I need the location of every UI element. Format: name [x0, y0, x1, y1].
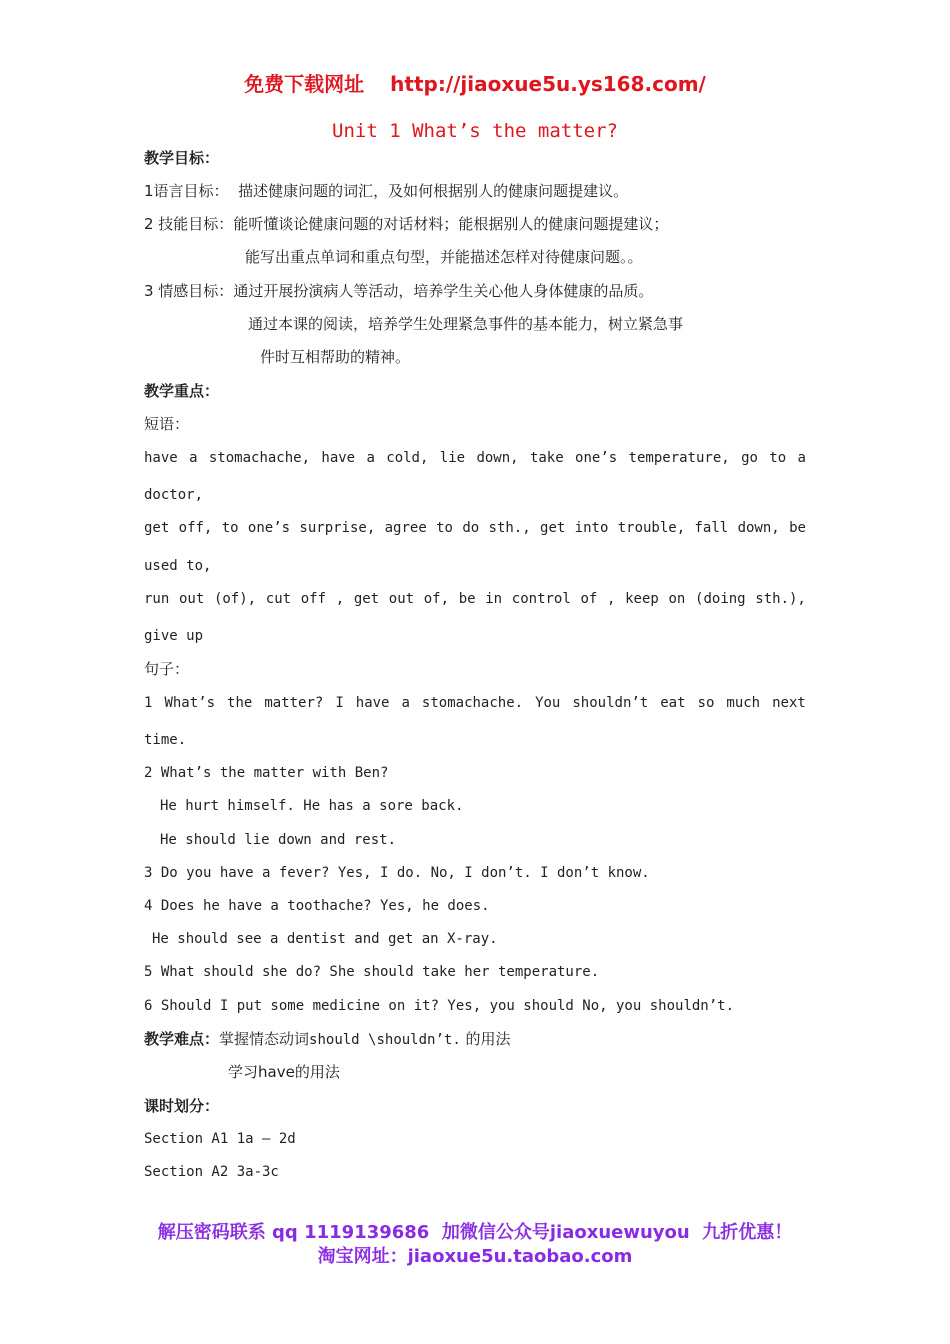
sentence-4: 4 Does he have a toothache? Yes, he does. [144, 898, 490, 914]
word: You [535, 695, 561, 711]
word: get [540, 520, 566, 536]
word: out [178, 591, 205, 607]
word: on [668, 591, 686, 607]
word: be [458, 591, 476, 607]
word: cut [265, 591, 292, 607]
objective-2-label: 2 技能目标： [144, 215, 234, 233]
sentence-1 [144, 693, 806, 713]
word: down, [737, 520, 780, 536]
objective-2-text: 能听懂谈论健康问题的对话材料；能根据别人的健康问题提建议； [233, 215, 669, 233]
phrases-line-2 [144, 518, 806, 538]
download-url-link[interactable]: http://jiaoxue5u.ys168.com/ [390, 72, 706, 96]
word: surprise, [299, 520, 376, 536]
footer-wechat-id: jiaoxuewuyou [549, 1222, 690, 1243]
word: do [462, 520, 480, 536]
word: What’s [164, 695, 216, 711]
word: go [741, 450, 758, 466]
schedule-section-2: Section A2 3a-3c [144, 1164, 279, 1180]
word: trouble, [617, 520, 686, 536]
footer-line-2 [0, 1242, 950, 1268]
phrases-line-3 [144, 589, 806, 609]
word: one’s [575, 450, 618, 466]
word: in [485, 591, 503, 607]
word: a [797, 450, 806, 466]
objective-2-continued: 能写出重点单词和重点句型，并能描述怎样对待健康问题。。 [245, 248, 643, 266]
word: matter? [264, 695, 324, 711]
word: shouldn’t [572, 695, 649, 711]
word: stomachache. [421, 695, 524, 711]
footer-qq: qq 1119139686 [272, 1222, 430, 1243]
objective-3 [144, 281, 653, 301]
word: have [144, 450, 178, 466]
word: stomachache, [208, 450, 311, 466]
word: have [321, 450, 356, 466]
phrases-line-1-end: doctor, [144, 487, 204, 503]
key-points-heading: 教学重点： [144, 382, 220, 400]
word: to [769, 450, 787, 466]
phrases-line-1 [144, 448, 806, 468]
sentence-5: 5 What should she do? She should take her temperature. [144, 964, 600, 980]
objective-3-text: 通过开展扮演病人等活动，培养学生关心他人身体健康的品质。 [233, 282, 654, 300]
objective-1-text: 描述健康问题的词汇，及如何根据别人的健康问题提建议。 [238, 182, 629, 200]
word: sth., [488, 520, 531, 536]
difficulty-1-text-a: 掌握情态动词 [219, 1030, 310, 1048]
sentence-6: 6 Should I put some medicine on it? Yes, you should No, you shouldn’t. [144, 998, 735, 1014]
difficulty-1-text-b: should \shouldn’t. [309, 1032, 461, 1048]
word: run [144, 591, 170, 607]
word: cold, [386, 450, 429, 466]
difficulty-2-text-c: 的用法 [294, 1063, 340, 1081]
word: temperature, [628, 450, 730, 466]
objective-1 [144, 181, 628, 201]
word: to [221, 520, 239, 536]
word: 1 [144, 695, 153, 711]
difficulty-2-text-a: 学习 [228, 1063, 259, 1081]
difficulties-2 [228, 1062, 340, 1082]
sentence-4a: He should see a dentist and get an X-ray. [152, 931, 498, 947]
footer-taobao-link[interactable]: jiaoxue5u.taobao.com [407, 1246, 633, 1267]
word: off [300, 591, 327, 607]
word: eat [660, 695, 686, 711]
page-title: Unit 1 What’s the matter? [332, 120, 618, 142]
difficulties-1 [144, 1029, 511, 1050]
difficulty-2-text-b: have [258, 1063, 295, 1081]
phrases-label: 短语： [144, 415, 190, 433]
schedule-section-1: Section A1 1a – 2d [144, 1131, 296, 1147]
phrases-line-2-end: used to, [144, 558, 212, 574]
word: be [789, 520, 806, 536]
difficulties-heading: 教学难点： [144, 1030, 220, 1048]
word: to [436, 520, 453, 536]
word: the [227, 695, 253, 711]
word: a [189, 450, 198, 466]
sentence-3: 3 Do you have a fever? Yes, I do. No, I don’t. I don’t know. [144, 865, 650, 881]
word: I [335, 695, 344, 711]
word: control [511, 591, 571, 607]
sentence-2a: He hurt himself. He has a sore back. [160, 798, 464, 814]
objective-3-continued-2: 件时互相帮助的精神。 [260, 348, 411, 366]
sentence-2b: He should lie down and rest. [160, 832, 397, 848]
word: sth.), [755, 591, 806, 607]
word: , [607, 591, 616, 607]
word: next [772, 695, 806, 711]
word: down, [476, 450, 519, 466]
word: out [388, 591, 415, 607]
objective-2 [144, 214, 668, 234]
word: take [529, 450, 564, 466]
word: one’s [247, 520, 291, 536]
word: a [366, 450, 375, 466]
word: so [697, 695, 715, 711]
word: keep [625, 591, 659, 607]
word: fall [694, 520, 729, 536]
difficulty-1-text-c: 的用法 [465, 1030, 511, 1048]
word: off, [178, 520, 213, 536]
footer-password-label: 解压密码联系 [157, 1222, 266, 1243]
objectives-heading: 教学目标： [144, 149, 220, 167]
footer-wechat-label: 加微信公众号 [441, 1222, 550, 1243]
download-header [0, 68, 950, 97]
sentence-1-end: time. [144, 732, 187, 748]
word: have [355, 695, 390, 711]
phrases-line-3-end: give up [144, 628, 204, 644]
word: much [726, 695, 761, 711]
footer-discount: 九折优惠！ [702, 1222, 793, 1243]
word: agree [384, 520, 427, 536]
objective-3-label: 3 情感目标： [144, 282, 234, 300]
word: of [580, 591, 598, 607]
word: lie [439, 450, 466, 466]
sentences-label: 句子： [144, 660, 190, 678]
word: get [144, 520, 170, 536]
word: (of), [213, 591, 257, 607]
footer-taobao-label: 淘宝网址： [317, 1246, 408, 1267]
objective-3-continued-1: 通过本课的阅读，培养学生处理紧急事件的基本能力，树立紧急事 [248, 315, 684, 333]
word: into [574, 520, 609, 536]
word: (doing [695, 591, 746, 607]
download-label: 免费下载网址 [244, 72, 365, 96]
word: get [353, 591, 380, 607]
word: of, [423, 591, 450, 607]
word: a [401, 695, 410, 711]
footer-line-1 [0, 1218, 950, 1244]
schedule-heading: 课时划分： [144, 1097, 220, 1115]
sentence-2: 2 What’s the matter with Ben? [144, 765, 389, 781]
objective-1-label: 1语言目标： [144, 182, 229, 200]
word: , [335, 591, 345, 607]
